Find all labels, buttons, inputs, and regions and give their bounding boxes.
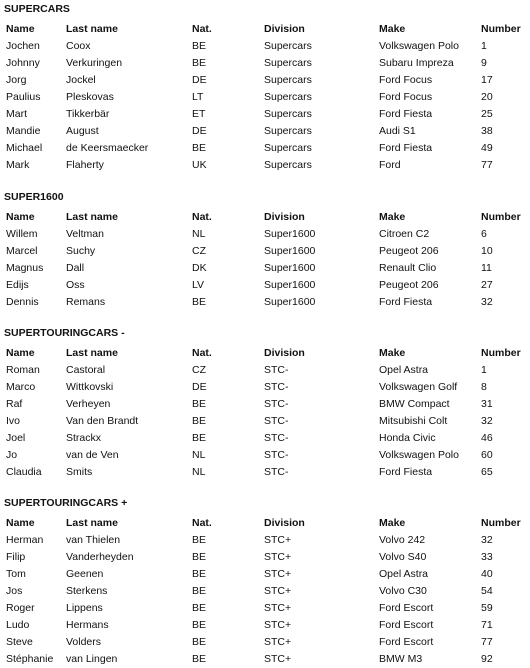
section-title: SUPERTOURINGCARS +	[4, 497, 128, 509]
table-header-row	[0, 21, 530, 38]
column-header-number: Number	[481, 211, 521, 223]
table-row	[0, 226, 530, 243]
cell-division: Super1600	[264, 228, 316, 240]
cell-make: BMW M3	[379, 653, 423, 665]
cell-number: 46	[481, 432, 493, 444]
table-header-row	[0, 515, 530, 532]
table-row	[0, 566, 530, 583]
cell-last-name: van Thielen	[66, 534, 121, 546]
cell-number: 27	[481, 279, 493, 291]
table-row	[0, 651, 530, 668]
cell-make: Ford Focus	[379, 91, 433, 103]
cell-number: 25	[481, 108, 493, 120]
table-row	[0, 447, 530, 464]
cell-make: Volkswagen Golf	[379, 381, 458, 393]
cell-make: Peugeot 206	[379, 245, 439, 257]
cell-name: Jo	[6, 449, 18, 461]
column-header-make: Make	[379, 517, 406, 529]
cell-division: STC+	[264, 636, 292, 648]
cell-nat: BE	[192, 40, 207, 52]
table-row	[0, 464, 530, 481]
cell-name: Mark	[6, 159, 30, 171]
cell-name: Willem	[6, 228, 38, 240]
cell-name: Marco	[6, 381, 36, 393]
column-header-last-name: Last name	[66, 517, 118, 529]
cell-nat: BE	[192, 142, 207, 154]
cell-number: 71	[481, 619, 493, 631]
cell-division: STC+	[264, 602, 292, 614]
cell-nat: BE	[192, 296, 207, 308]
table-row	[0, 243, 530, 260]
cell-division: Super1600	[264, 296, 316, 308]
table-row	[0, 157, 530, 174]
cell-last-name: Pleskovas	[66, 91, 114, 103]
table-row	[0, 379, 530, 396]
cell-name: Mandie	[6, 125, 41, 137]
cell-make: Ford Escort	[379, 636, 434, 648]
cell-division: Supercars	[264, 125, 312, 137]
cell-number: 60	[481, 449, 493, 461]
cell-last-name: Flaherty	[66, 159, 104, 171]
cell-name: Roger	[6, 602, 35, 614]
table-row	[0, 89, 530, 106]
table-row	[0, 617, 530, 634]
column-header-division: Division	[264, 211, 305, 223]
cell-number: 92	[481, 653, 493, 665]
cell-make: Ford Fiesta	[379, 466, 433, 478]
cell-last-name: de Keersmaecker	[66, 142, 149, 154]
cell-name: Marcel	[6, 245, 38, 257]
cell-make: Subaru Impreza	[379, 57, 454, 69]
cell-name: Joel	[6, 432, 26, 444]
cell-name: Jos	[6, 585, 23, 597]
cell-name: Herman	[6, 534, 44, 546]
cell-number: 77	[481, 159, 493, 171]
cell-name: Filip	[6, 551, 26, 563]
cell-number: 77	[481, 636, 493, 648]
cell-name: Steve	[6, 636, 33, 648]
table-row	[0, 123, 530, 140]
cell-nat: BE	[192, 568, 207, 580]
cell-nat: BE	[192, 432, 207, 444]
cell-make: Volvo S40	[379, 551, 427, 563]
column-header-last-name: Last name	[66, 23, 118, 35]
section-title: SUPERCARS	[4, 3, 70, 15]
cell-division: STC+	[264, 534, 292, 546]
column-header-name: Name	[6, 23, 35, 35]
cell-number: 59	[481, 602, 493, 614]
cell-name: Ludo	[6, 619, 30, 631]
cell-make: Audi S1	[379, 125, 416, 137]
cell-division: Supercars	[264, 57, 312, 69]
cell-nat: NL	[192, 466, 206, 478]
cell-last-name: Hermans	[66, 619, 109, 631]
cell-nat: DE	[192, 74, 207, 86]
cell-number: 32	[481, 534, 493, 546]
table-row	[0, 396, 530, 413]
column-header-last-name: Last name	[66, 211, 118, 223]
cell-number: 1	[481, 364, 487, 376]
cell-division: STC-	[264, 415, 289, 427]
cell-last-name: Jockel	[66, 74, 96, 86]
table-header-row	[0, 209, 530, 226]
cell-name: Magnus	[6, 262, 44, 274]
cell-nat: DE	[192, 381, 207, 393]
cell-last-name: Vanderheyden	[66, 551, 134, 563]
cell-nat: BE	[192, 398, 207, 410]
section-title: SUPER1600	[4, 191, 64, 203]
cell-last-name: Remans	[66, 296, 106, 308]
cell-make: Ford Escort	[379, 619, 434, 631]
cell-name: Claudia	[6, 466, 42, 478]
table-row	[0, 583, 530, 600]
cell-division: Supercars	[264, 159, 312, 171]
cell-last-name: Verkuringen	[66, 57, 123, 69]
cell-last-name: Verheyen	[66, 398, 111, 410]
table-header-row	[0, 345, 530, 362]
cell-name: Edijs	[6, 279, 29, 291]
cell-name: Johnny	[6, 57, 40, 69]
cell-last-name: van de Ven	[66, 449, 119, 461]
cell-last-name: Oss	[66, 279, 85, 291]
cell-number: 10	[481, 245, 493, 257]
cell-make: Opel Astra	[379, 364, 429, 376]
column-header-name: Name	[6, 347, 35, 359]
cell-division: Supercars	[264, 91, 312, 103]
cell-number: 31	[481, 398, 493, 410]
cell-nat: BE	[192, 534, 207, 546]
cell-number: 49	[481, 142, 493, 154]
cell-division: STC+	[264, 585, 292, 597]
cell-make: Opel Astra	[379, 568, 429, 580]
table-row	[0, 106, 530, 123]
cell-number: 54	[481, 585, 493, 597]
cell-last-name: Smits	[66, 466, 93, 478]
cell-nat: DK	[192, 262, 207, 274]
cell-nat: NL	[192, 449, 206, 461]
column-header-name: Name	[6, 517, 35, 529]
cell-name: Dennis	[6, 296, 39, 308]
cell-make: BMW Compact	[379, 398, 450, 410]
cell-make: Peugeot 206	[379, 279, 439, 291]
cell-nat: CZ	[192, 245, 206, 257]
cell-name: Jochen	[6, 40, 40, 52]
cell-make: Ford Focus	[379, 74, 433, 86]
cell-nat: BE	[192, 415, 207, 427]
column-header-make: Make	[379, 23, 406, 35]
column-header-name: Name	[6, 211, 35, 223]
cell-make: Volkswagen Polo	[379, 40, 459, 52]
cell-name: Roman	[6, 364, 40, 376]
cell-name: Paulius	[6, 91, 41, 103]
cell-number: 9	[481, 57, 487, 69]
cell-nat: BE	[192, 636, 207, 648]
cell-number: 38	[481, 125, 493, 137]
column-header-number: Number	[481, 517, 521, 529]
table-row	[0, 634, 530, 651]
cell-nat: BE	[192, 585, 207, 597]
cell-nat: BE	[192, 602, 207, 614]
cell-name: Stéphanie	[6, 653, 54, 665]
cell-division: Supercars	[264, 40, 312, 52]
cell-make: Ford Fiesta	[379, 296, 433, 308]
column-header-last-name: Last name	[66, 347, 118, 359]
section-title: SUPERTOURINGCARS -	[4, 327, 125, 339]
column-header-nat: Nat.	[192, 23, 212, 35]
table-row	[0, 260, 530, 277]
cell-nat: ET	[192, 108, 206, 120]
cell-division: STC+	[264, 619, 292, 631]
cell-nat: BE	[192, 619, 207, 631]
table-row	[0, 532, 530, 549]
column-header-nat: Nat.	[192, 347, 212, 359]
cell-last-name: Strackx	[66, 432, 102, 444]
cell-make: Honda Civic	[379, 432, 436, 444]
column-header-make: Make	[379, 347, 406, 359]
cell-division: STC-	[264, 466, 289, 478]
cell-last-name: Coox	[66, 40, 91, 52]
cell-make: Volvo 242	[379, 534, 426, 546]
cell-number: 65	[481, 466, 493, 478]
table-row	[0, 72, 530, 89]
cell-number: 11	[481, 262, 492, 274]
cell-name: Mart	[6, 108, 27, 120]
cell-number: 17	[481, 74, 493, 86]
cell-last-name: Wittkovski	[66, 381, 114, 393]
cell-division: Super1600	[264, 279, 316, 291]
cell-division: STC+	[264, 653, 292, 665]
cell-last-name: Dall	[66, 262, 85, 274]
cell-nat: UK	[192, 159, 207, 171]
column-header-nat: Nat.	[192, 517, 212, 529]
table-row	[0, 277, 530, 294]
cell-number: 1	[481, 40, 487, 52]
table-row	[0, 38, 530, 55]
table-row	[0, 362, 530, 379]
cell-division: STC-	[264, 449, 289, 461]
column-header-number: Number	[481, 347, 521, 359]
column-header-number: Number	[481, 23, 521, 35]
table-row	[0, 55, 530, 72]
table-row	[0, 549, 530, 566]
table-row	[0, 430, 530, 447]
column-header-division: Division	[264, 517, 305, 529]
cell-last-name: Castoral	[66, 364, 106, 376]
cell-number: 20	[481, 91, 493, 103]
column-header-division: Division	[264, 23, 305, 35]
cell-last-name: Veltman	[66, 228, 104, 240]
cell-nat: NL	[192, 228, 206, 240]
cell-last-name: Lippens	[66, 602, 103, 614]
cell-make: Ford Fiesta	[379, 108, 433, 120]
cell-last-name: Volders	[66, 636, 102, 648]
cell-nat: LV	[192, 279, 205, 291]
table-row	[0, 294, 530, 311]
cell-last-name: Van den Brandt	[66, 415, 139, 427]
cell-nat: CZ	[192, 364, 206, 376]
cell-number: 8	[481, 381, 487, 393]
cell-division: STC-	[264, 364, 289, 376]
cell-division: Super1600	[264, 262, 316, 274]
cell-nat: DE	[192, 125, 207, 137]
cell-make: Ford Fiesta	[379, 142, 433, 154]
cell-make: Mitsubishi Colt	[379, 415, 448, 427]
cell-division: STC+	[264, 551, 292, 563]
cell-division: STC-	[264, 381, 289, 393]
cell-number: 32	[481, 415, 493, 427]
cell-make: Ford	[379, 159, 401, 171]
cell-nat: BE	[192, 57, 207, 69]
cell-division: Supercars	[264, 108, 312, 120]
cell-last-name: van Lingen	[66, 653, 118, 665]
cell-nat: BE	[192, 551, 207, 563]
cell-nat: LT	[192, 91, 204, 103]
cell-last-name: August	[66, 125, 99, 137]
cell-name: Raf	[6, 398, 23, 410]
cell-make: Volkswagen Polo	[379, 449, 459, 461]
cell-last-name: Suchy	[66, 245, 96, 257]
cell-make: Volvo C30	[379, 585, 427, 597]
cell-last-name: Tikkerbär	[66, 108, 110, 120]
cell-division: Supercars	[264, 74, 312, 86]
column-header-nat: Nat.	[192, 211, 212, 223]
cell-nat: BE	[192, 653, 207, 665]
cell-make: Ford Escort	[379, 602, 434, 614]
table-row	[0, 600, 530, 617]
table-row	[0, 413, 530, 430]
cell-make: Citroen C2	[379, 228, 430, 240]
cell-last-name: Geenen	[66, 568, 104, 580]
cell-division: Supercars	[264, 142, 312, 154]
cell-last-name: Sterkens	[66, 585, 108, 597]
column-header-make: Make	[379, 211, 406, 223]
cell-division: STC-	[264, 398, 289, 410]
cell-make: Renault Clio	[379, 262, 437, 274]
cell-name: Tom	[6, 568, 26, 580]
cell-number: 33	[481, 551, 493, 563]
cell-division: STC+	[264, 568, 292, 580]
cell-division: Super1600	[264, 245, 316, 257]
cell-name: Ivo	[6, 415, 21, 427]
column-header-division: Division	[264, 347, 305, 359]
cell-number: 40	[481, 568, 493, 580]
cell-name: Michael	[6, 142, 43, 154]
cell-division: STC-	[264, 432, 289, 444]
cell-number: 32	[481, 296, 493, 308]
cell-name: Jorg	[6, 74, 27, 86]
cell-number: 6	[481, 228, 487, 240]
table-row	[0, 140, 530, 157]
